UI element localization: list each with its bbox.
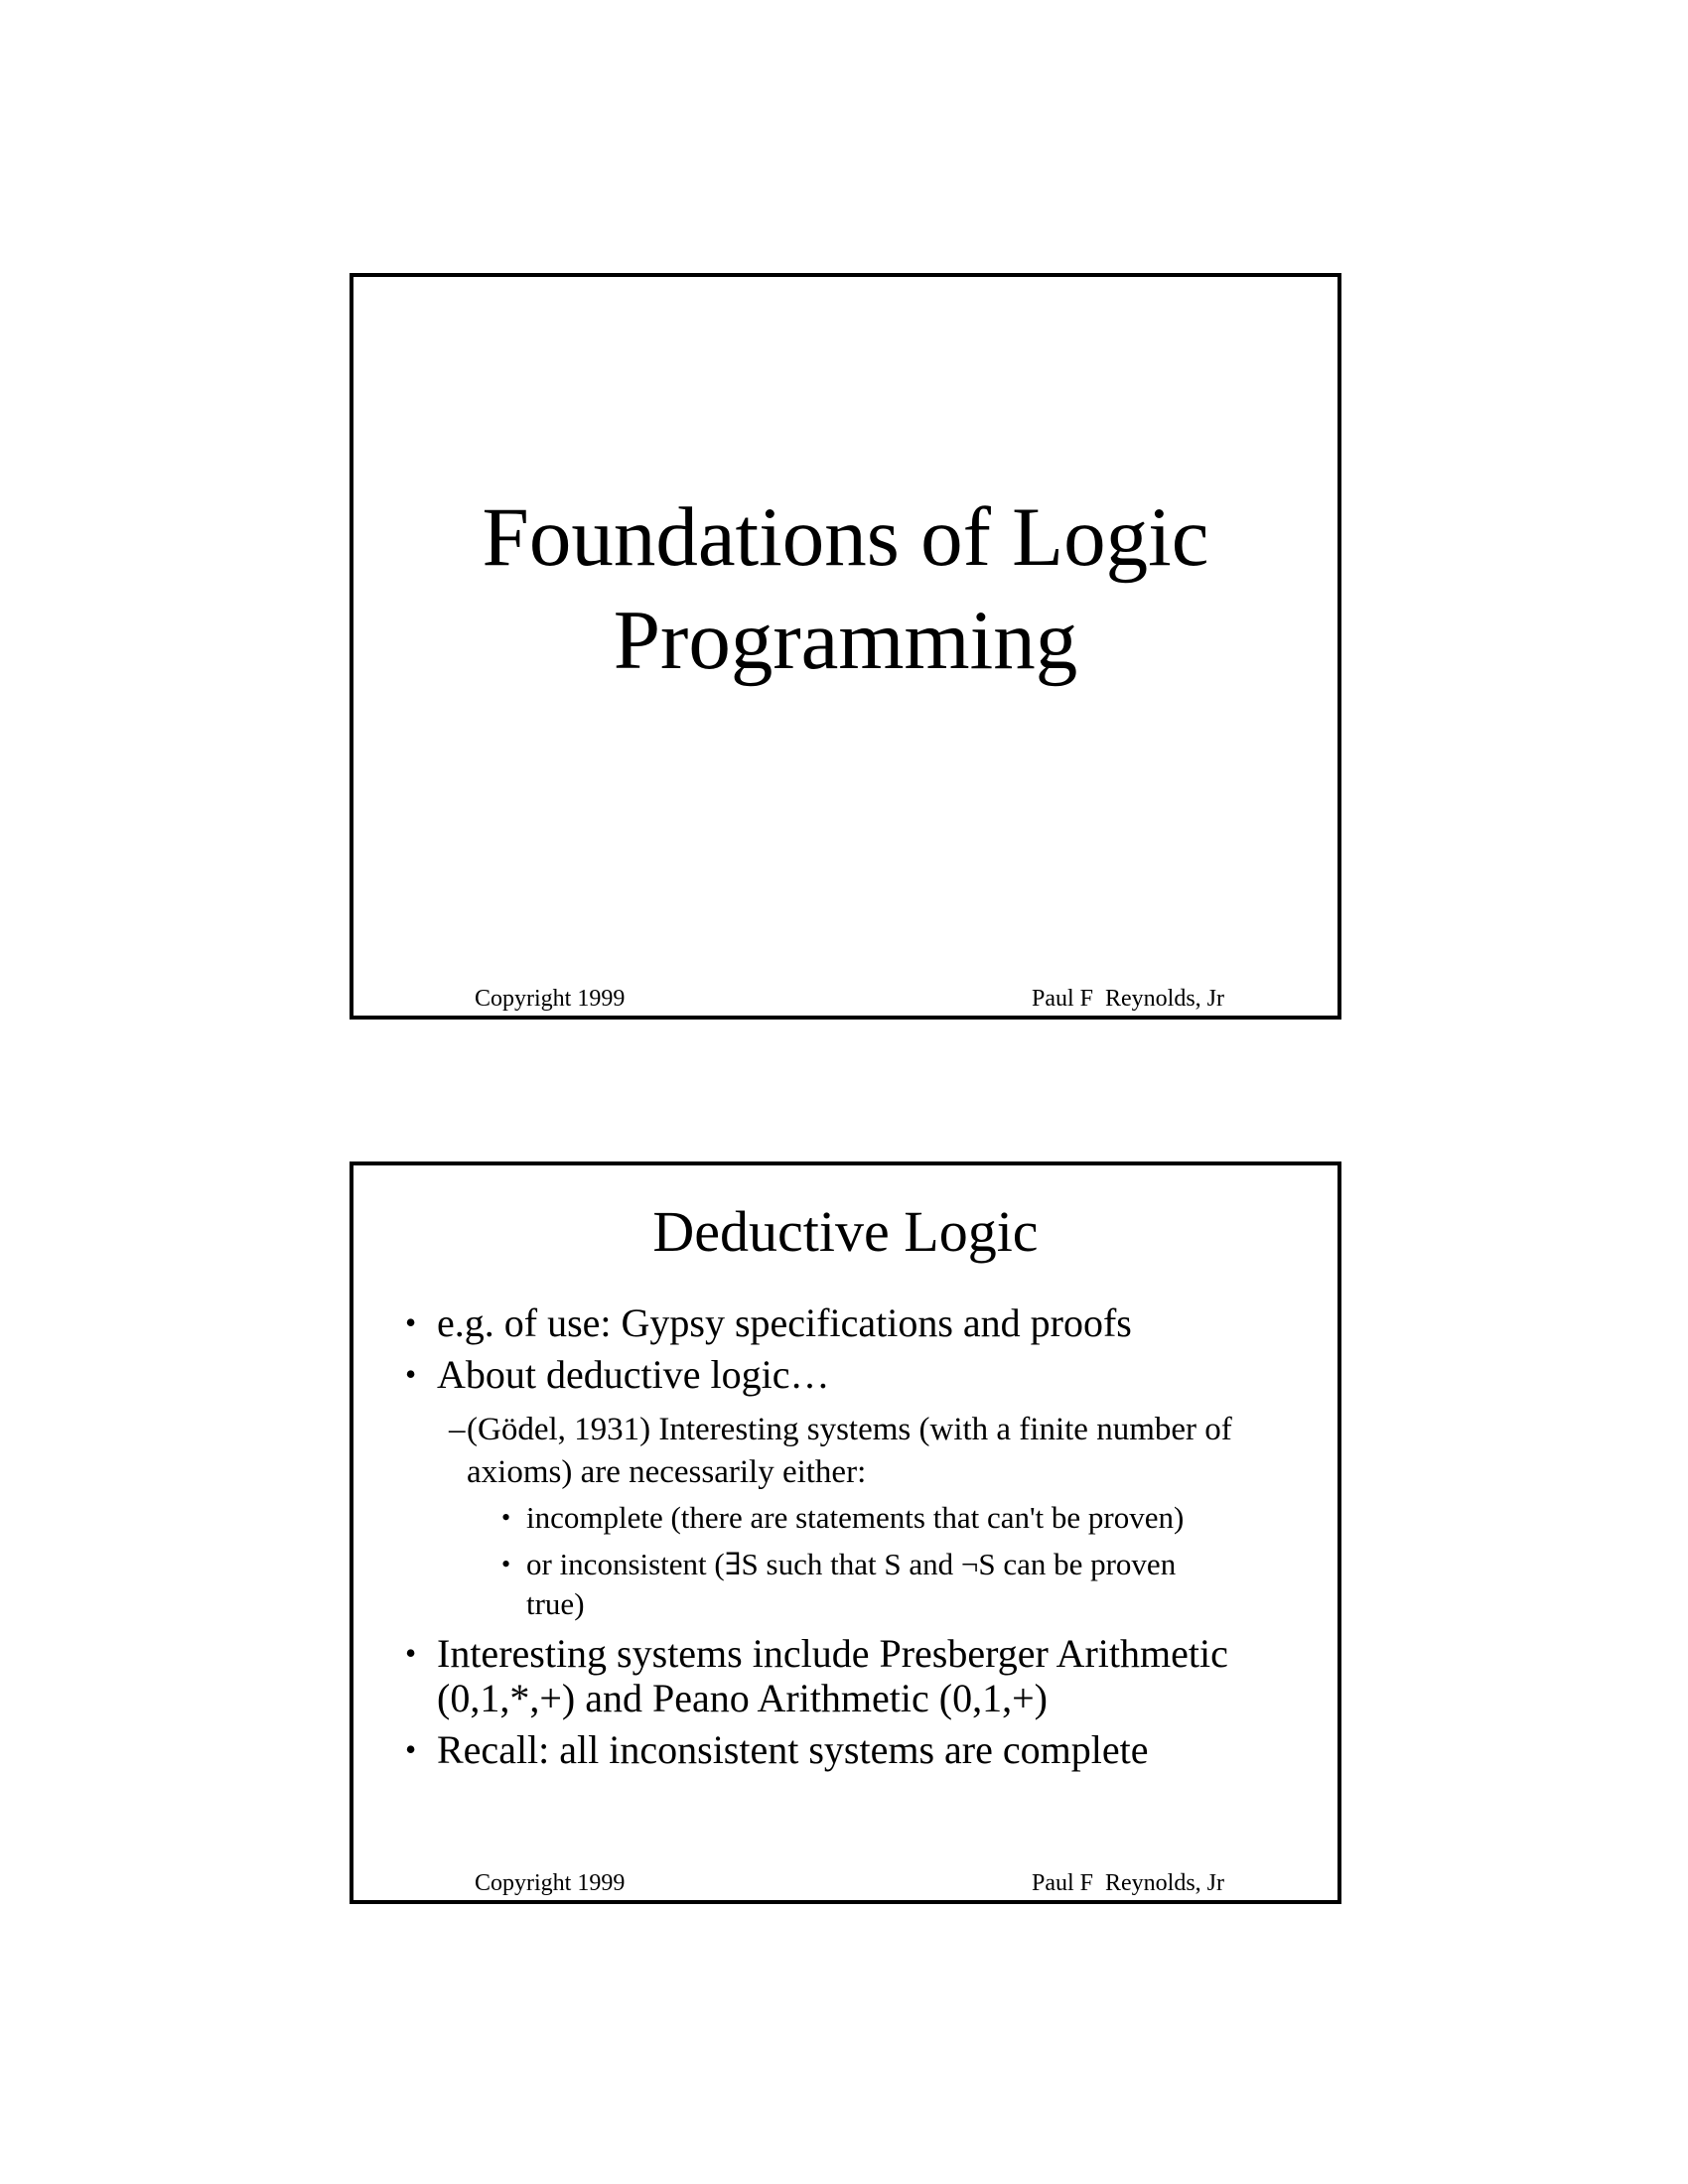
list-item: [353, 1727, 1308, 1772]
list-item-line: (Gödel, 1931) Interesting systems (with a finite number of: [467, 1412, 1232, 1447]
slide-1: [350, 273, 1341, 1020]
slide2-copyright: Copyright 1999: [475, 1870, 626, 1896]
dot-bullet-icon: •: [405, 1304, 417, 1340]
slide2-bullet-list: [353, 1300, 1308, 1772]
dot-bullet-icon: •: [501, 1550, 511, 1578]
dot-bullet-icon: •: [405, 1731, 417, 1767]
slide1-title-line: Foundations of Logic: [482, 490, 1209, 584]
list-item: [353, 1300, 1308, 1345]
list-item-line: or inconsistent (∃S such that S and ¬S can be proven: [526, 1547, 1177, 1581]
slide2-author: Paul F Reynolds, Jr: [1031, 1870, 1224, 1896]
dash-bullet-icon: –: [449, 1412, 466, 1447]
list-item-line: incomplete (there are statements that can't be proven): [526, 1500, 1185, 1535]
dot-bullet-icon: •: [405, 1635, 417, 1671]
slide1-title: [353, 485, 1337, 692]
list-item-line: true): [526, 1586, 585, 1621]
list-item-line: axioms) are necessarily either:: [467, 1454, 867, 1490]
list-item: [353, 1631, 1308, 1720]
list-item: [353, 1545, 1308, 1624]
list-item-line: e.g. of use: Gypsy specifications and proofs: [437, 1300, 1132, 1345]
dot-bullet-icon: •: [405, 1356, 417, 1392]
dot-bullet-icon: •: [501, 1503, 511, 1532]
list-item-line: About deductive logic…: [437, 1352, 830, 1397]
list-item-line: (0,1,*,+) and Peano Arithmetic (0,1,+): [437, 1676, 1048, 1720]
list-item-line: Interesting systems include Presberger Arithmetic: [437, 1631, 1228, 1676]
slide1-author: Paul F Reynolds, Jr: [1031, 986, 1224, 1012]
slide-2: [350, 1161, 1341, 1904]
list-item: [353, 1498, 1308, 1538]
slide1-copyright: Copyright 1999: [475, 986, 626, 1012]
list-item: [353, 1352, 1308, 1397]
list-item: [353, 1409, 1308, 1494]
list-item-line: Recall: all inconsistent systems are complete: [437, 1727, 1149, 1772]
slide1-title-line: Programming: [613, 594, 1078, 687]
slide2-title: Deductive Logic: [652, 1199, 1039, 1264]
